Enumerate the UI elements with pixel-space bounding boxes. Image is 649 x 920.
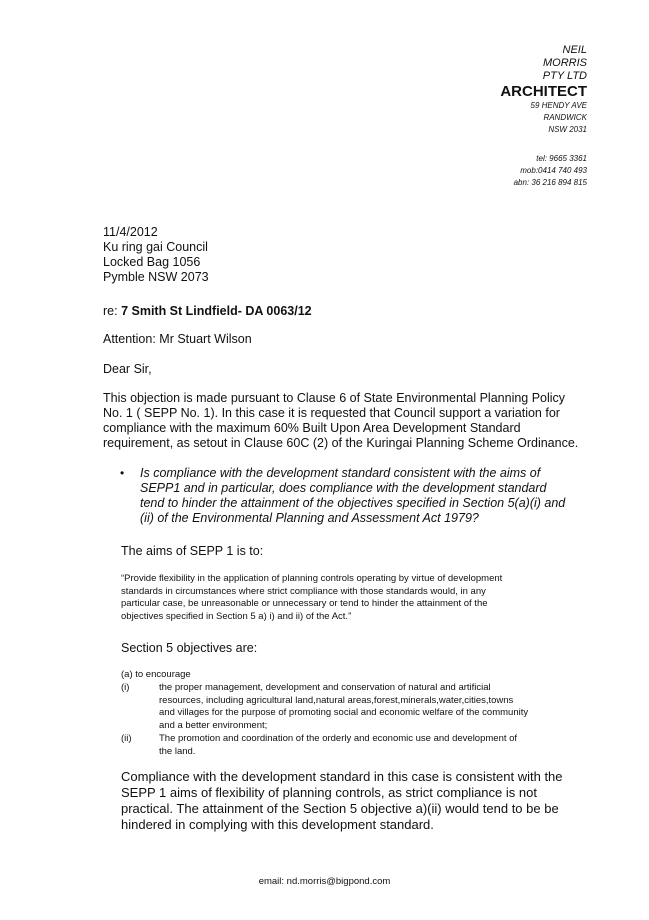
bullet-line: tend to hinder the attainment of the objectives specified in Section 5(a)(i) and [140,496,566,510]
bullet-line: (ii) of the Environmental Planning and Assessment Act 1979? [140,511,479,525]
address-line-3: NSW 2031 [548,125,587,134]
objective-line: the proper management, development and conservation of natural and artificial [159,682,491,693]
recipient-line-2: Locked Bag 1056 [103,255,201,269]
address-line-2: RANDWICK [543,113,587,122]
intro-line: requirement, as setout in Clause 60C (2) of the Kuringai Planning Scheme Ordinance. [103,436,579,450]
attention-line: Attention: Mr Stuart Wilson [103,332,252,346]
company-name-line-3: PTY LTD [542,70,587,82]
bullet-question [140,466,565,526]
objective-line: resources, including agricultural land,natural areas,forest,minerals,water,cities,towns [159,694,514,706]
conclusion-line: hindered in complying with this development standard. [121,817,434,832]
re-prefix: re: [103,304,122,318]
contact-mobile: mob:0414 740 493 [520,166,587,175]
re-subject: 7 Smith St Lindfield- DA 0063/12 [121,304,312,318]
conclusion-line: Compliance with the development standard in this case is consistent with the [121,769,563,784]
footer-email: email: nd.morris@bigpond.com [258,876,391,887]
company-title: ARCHITECT [500,83,587,100]
letterhead [357,44,587,189]
address-line-1: 59 HENDY AVE [530,101,587,110]
recipient-block [103,225,209,285]
letter-date: 11/4/2012 [103,225,158,239]
objective-line: and a better environment; [159,719,268,731]
conclusion-line: SEPP 1 aims of flexibility of planning controls, as strict compliance is not [121,785,537,800]
quote-line: objectives specified in Section 5 a) i) and ii) of the Act.” [121,610,352,622]
objective-number: (i) [121,682,130,693]
bullet-line: SEPP1 and in particular, does compliance with the development standard [140,481,547,495]
objective-item-ii [121,733,591,759]
objective-line: The promotion and coordination of the orderly and economic use and development of [159,733,518,744]
recipient-line-3: Pymble NSW 2073 [103,270,209,284]
salutation: Dear Sir, [103,362,152,376]
objective-number: (ii) [121,733,132,744]
contact-abn: abn: 36 216 894 815 [513,178,587,187]
company-name-line-1: NEIL [562,44,587,56]
company-name-line-2: MORRIS [543,57,587,69]
conclusion-paragraph [121,769,563,833]
objectives-intro: (a) to encourage [121,669,191,680]
objective-text [159,682,528,732]
objective-item-i [121,682,591,734]
objective-line: and villages for the purpose of promoting social and economic welfare of the community [159,707,529,718]
intro-line: This objection is made pursuant to Clause 6 of State Environmental Planning Policy [103,391,566,405]
objective-text [159,733,517,758]
intro-paragraph [103,391,578,451]
bullet-icon: • [120,466,125,480]
contact-phone: tel: 9665 3361 [536,154,587,163]
quote-line: “Provide flexibility in the application of planning controls operating by virtue of development [121,573,503,584]
quote-line: standards in circumstances where strict compliance with those standards would, in any [121,585,486,597]
quote-line: particular case, be unreasonable or unnecessary or tend to hinder the attainment of the [121,598,488,609]
conclusion-line: practical. The attainment of the Section 5 objective a)(ii) would tend to be be [121,801,559,816]
bullet-line: Is compliance with the development standard consistent with the aims of [140,466,541,480]
section5-heading: Section 5 objectives are: [121,641,258,655]
intro-line: No. 1 ( SEPP No. 1). In this case it is requested that Council support a variation for [103,406,560,420]
aims-heading: The aims of SEPP 1 is to: [121,544,264,558]
objective-line: the land. [159,745,196,757]
aims-quote [121,573,502,623]
re-line [103,304,312,319]
recipient-line-1: Ku ring gai Council [103,240,208,254]
intro-line: compliance with the maximum 60% Built Upon Area Development Standard [103,421,521,435]
